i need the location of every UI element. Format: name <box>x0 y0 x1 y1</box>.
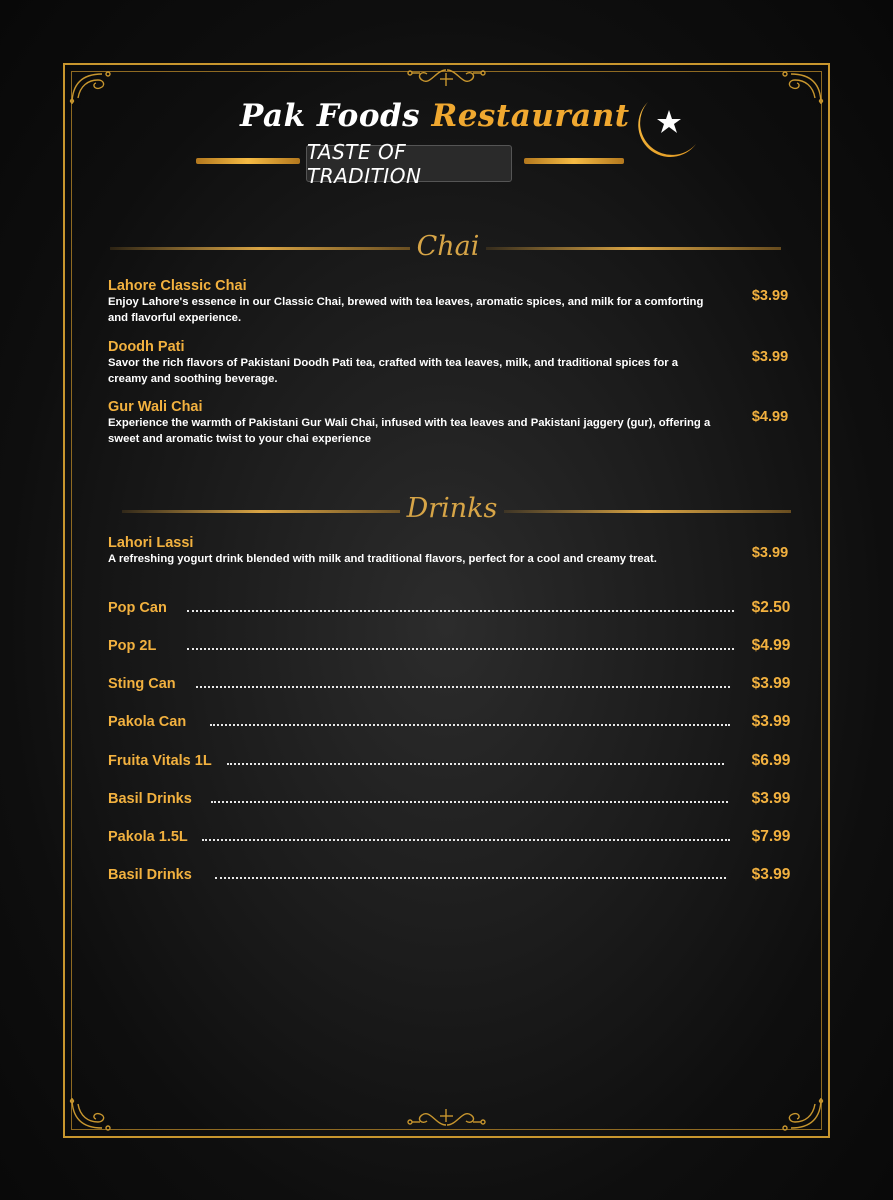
drinks-divider-right <box>504 510 791 513</box>
tagline: TASTE OF TRADITION <box>307 139 422 188</box>
drink-list-row <box>108 598 798 618</box>
drink-price: $3.99 <box>751 713 791 730</box>
item-price: $3.99 <box>751 545 789 561</box>
item-name: Doodh Pati <box>108 339 185 355</box>
dot-leader <box>215 877 726 879</box>
dot-leader <box>196 686 730 688</box>
dot-leader <box>187 648 734 650</box>
drink-price: $3.99 <box>751 790 791 807</box>
center-flourish-icon <box>400 66 493 92</box>
drink-name: Pop 2L <box>108 638 157 654</box>
drink-list-row <box>108 865 798 885</box>
dot-leader <box>227 763 724 765</box>
drinks-divider-left <box>122 510 400 513</box>
drink-price: $7.99 <box>751 828 791 845</box>
corner-flourish-icon <box>777 1094 825 1134</box>
menu-item <box>108 339 738 387</box>
dot-leader <box>202 839 730 841</box>
drink-list-row <box>108 674 798 694</box>
drink-name: Sting Can <box>108 676 176 692</box>
menu-item <box>108 278 738 326</box>
section-title-chai: Chai <box>416 231 480 262</box>
item-name: Lahore Classic Chai <box>108 278 247 294</box>
corner-flourish-icon <box>68 68 116 108</box>
item-name: Lahori Lassi <box>108 535 194 551</box>
drink-list-row <box>108 712 798 732</box>
drink-name: Pop Can <box>108 600 167 616</box>
drink-price: $3.99 <box>751 675 791 692</box>
tagline-box <box>306 139 512 188</box>
item-name: Gur Wali Chai <box>108 399 203 415</box>
dot-leader <box>187 610 734 612</box>
title-part-1: Pak Foods <box>240 98 421 134</box>
title-part-2: Restaurant <box>431 98 630 134</box>
drink-list-row <box>108 751 798 771</box>
center-flourish-icon <box>400 1103 493 1129</box>
menu-item <box>108 399 738 447</box>
dot-leader <box>210 724 730 726</box>
item-desc-line: Enjoy Lahore's essence in our Classic Chai, brewed with tea leaves, aromatic spices, and milk for a comforting <box>108 296 704 308</box>
item-desc-line: sweet and aromatic twist to your chai experience <box>108 433 372 445</box>
drink-name: Fruita Vitals 1L <box>108 753 212 769</box>
item-desc-line: A refreshing yogurt drink blended with milk and traditional flavors, perfect for a cool and creamy treat. <box>108 553 657 565</box>
drink-price: $4.99 <box>751 637 791 654</box>
drink-price: $3.99 <box>751 866 791 883</box>
tagline-left-bar <box>196 158 300 164</box>
drink-name: Pakola Can <box>108 714 187 730</box>
dot-leader <box>211 801 728 803</box>
corner-flourish-icon <box>777 68 825 108</box>
tagline-right-bar <box>524 158 624 164</box>
item-desc-line: Savor the rich flavors of Pakistani Doodh Pati tea, crafted with tea leaves, milk, and traditional spices for a <box>108 357 679 369</box>
drink-list-row <box>108 636 798 656</box>
drink-list-row <box>108 789 798 809</box>
restaurant-title <box>240 98 630 134</box>
menu-item-featured <box>108 535 738 567</box>
drink-name: Basil Drinks <box>108 791 192 807</box>
item-desc-line: creamy and soothing beverage. <box>108 373 278 385</box>
item-price: $3.99 <box>751 288 789 304</box>
crescent-star-icon <box>626 98 700 174</box>
item-price: $3.99 <box>751 349 789 365</box>
drink-name: Basil Drinks <box>108 867 192 883</box>
item-price: $4.99 <box>751 409 789 425</box>
section-title-drinks: Drinks <box>406 493 498 524</box>
item-desc-line: and flavorful experience. <box>108 312 242 324</box>
corner-flourish-icon <box>68 1094 116 1134</box>
drink-price: $2.50 <box>751 599 791 616</box>
drink-list-row <box>108 827 798 847</box>
chai-divider-right <box>486 247 781 250</box>
drink-price: $6.99 <box>751 752 791 769</box>
item-desc-line: Experience the warmth of Pakistani Gur Wali Chai, infused with tea leaves and Pakistani jaggery (gur), offering a <box>108 417 711 429</box>
drink-name: Pakola 1.5L <box>108 829 188 845</box>
chai-divider-left <box>110 247 410 250</box>
